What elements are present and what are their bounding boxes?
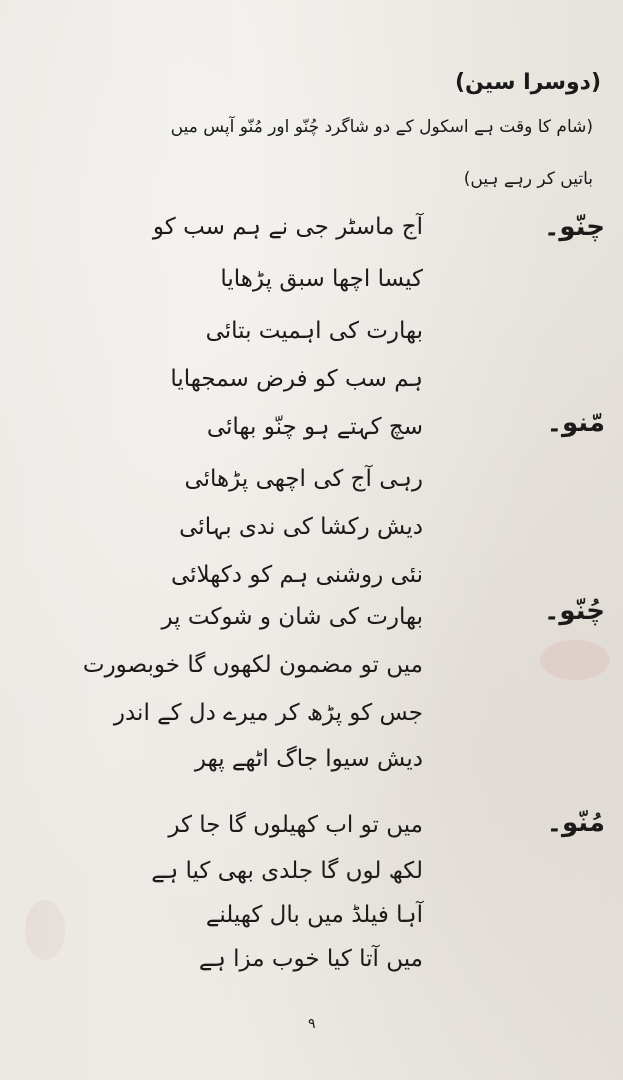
- dialogue-line: میں آتا کیا خوب مزا ہے: [198, 946, 423, 972]
- speaker-name: چنّو۔: [544, 212, 605, 242]
- dialogue-line: ہم سب کو فرض سمجھایا: [170, 366, 423, 392]
- dialogue-line: آج ماسٹر جی نے ہم سب کو: [152, 214, 423, 240]
- dialogue-line: لکھ لوں گا جلدی بھی کیا ہے: [151, 858, 423, 884]
- dialogue-line: آہا فیلڈ میں بال کھیلنے: [205, 902, 423, 928]
- speaker-name: چُنّو۔: [544, 596, 605, 626]
- speaker-name: مُنّو۔: [546, 808, 605, 838]
- speaker-name: مّنو۔: [546, 408, 605, 438]
- dialogue-line: دیش سیوا جاگ اٹھے پھر: [194, 746, 423, 772]
- dialogue-line: جس کو پڑھ کر میرے دل کے اندر: [113, 700, 423, 726]
- stage-direction-line: (شام کا وقت ہے اسکول کے دو شاگرد چُنّو اور مُنّو آپس میں: [170, 117, 593, 137]
- page-stain: [25, 900, 65, 960]
- dialogue-line: نئی روشنی ہم کو دکھلائی: [170, 562, 423, 588]
- dialogue-line: میں تو اب کھیلوں گا جا کر: [168, 812, 423, 838]
- dialogue-line: میں تو مضمون لکھوں گا خوبصورت: [82, 652, 423, 678]
- dialogue-line: بھارت کی شان و شوکت پر: [161, 604, 423, 630]
- dialogue-line: کیسا اچھا سبق پڑھایا: [220, 266, 423, 292]
- dialogue-line: بھارت کی اہمیت بتائی: [205, 318, 423, 344]
- dialogue-line: رہی آج کی اچھی پڑھائی: [184, 466, 423, 492]
- stage-direction-line: باتیں کر رہے ہیں): [463, 169, 593, 189]
- dialogue-line: سچ کہتے ہو چنّو بھائی: [206, 414, 423, 440]
- dialogue-line: دیش رکشا کی ندی بہائی: [179, 514, 423, 540]
- page-stain: [540, 640, 610, 680]
- page-number: ٩: [308, 1016, 316, 1032]
- scene-heading: (دوسرا سین): [454, 70, 601, 95]
